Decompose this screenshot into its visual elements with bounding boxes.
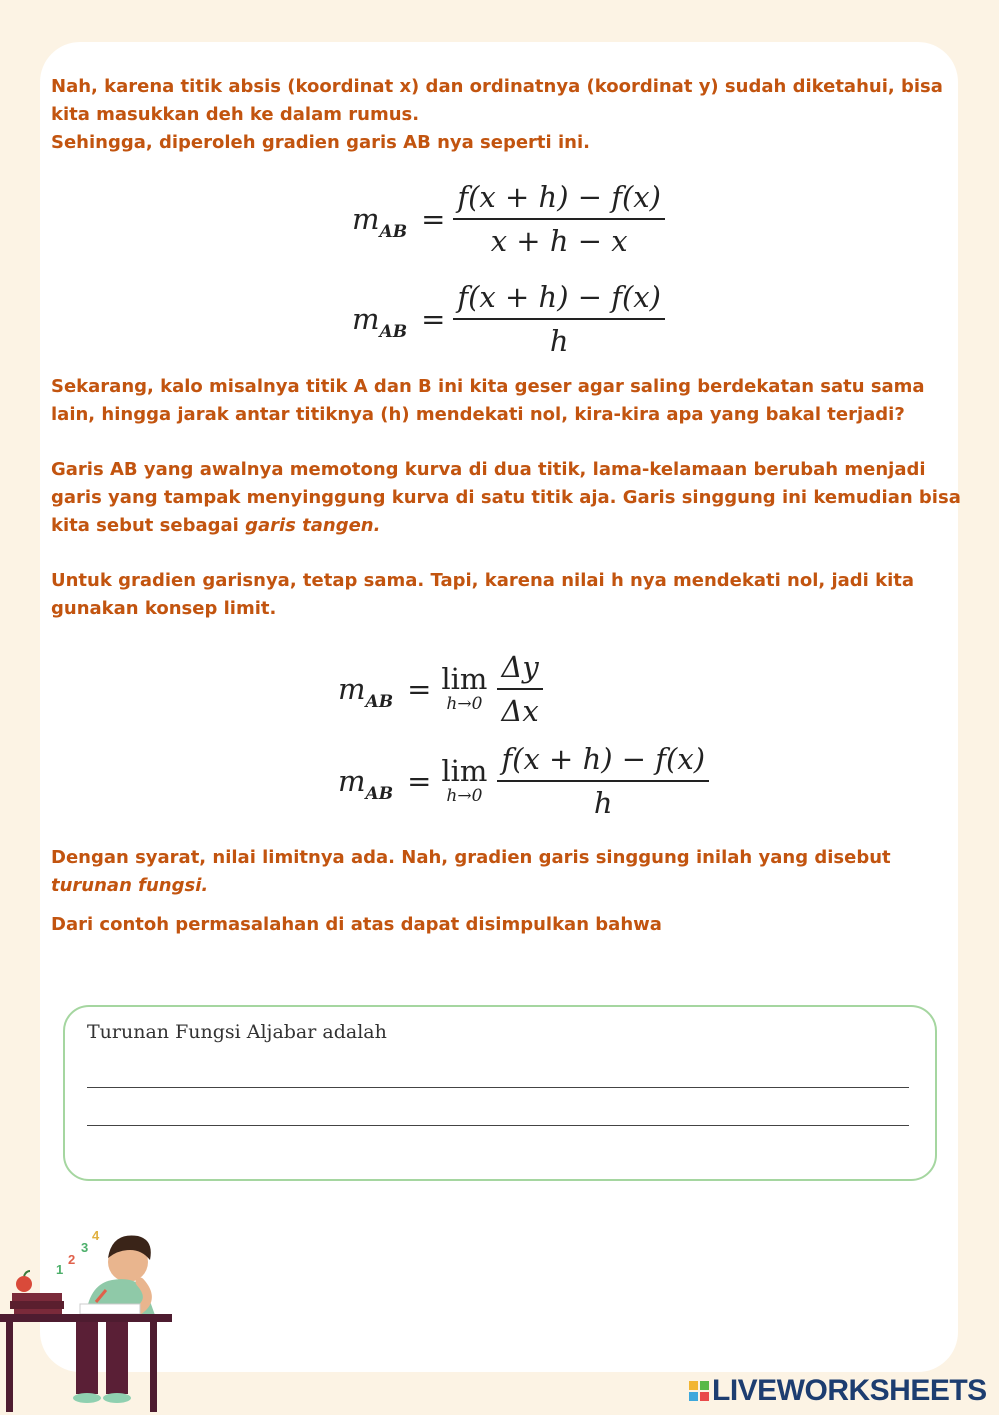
formula-gradient-2: $m_{AB}$ = $\frac{f(x + h) - f(x)}{h}$ — [352, 280, 663, 358]
paragraph-intro: Nah, karena titik absis (koordinat x) dan ordinatnya (koordinat y) sudah diketahui, bisa kita masukkan deh ke dalam rumus. — [51, 76, 943, 125]
desk — [0, 1314, 172, 1322]
answer-line-2[interactable] — [87, 1123, 909, 1126]
books-icon — [12, 1293, 62, 1301]
paragraph-limit-concept: Untuk gradien garisnya, tetap sama. Tapi, karena nilai h nya mendekati nol, jadi kita gunakan konsep limit. — [51, 570, 914, 619]
answer-box — [63, 1005, 937, 1181]
paragraph-conclusion: Dari contoh permasalahan di atas dapat disimpulkan bahwa — [51, 914, 662, 935]
logo-text: LIVEWORKSHEETS — [712, 1374, 987, 1407]
paragraph-derivative: Dengan syarat, nilai limitnya ada. Nah, gradien garis singgung inilah yang disebut turunan fungsi. — [51, 847, 891, 896]
student-illustration — [0, 1222, 175, 1412]
doodle-number-3: 3 — [81, 1240, 89, 1255]
paragraph-shift-points: Sekarang, kalo misalnya titik A dan B ini kita geser agar saling berdekatan satu sama lain, hingga jarak antar titiknya (h) mendekati nol, kira-kira apa yang bakal terjadi? — [51, 376, 925, 425]
answer-label: Turunan Fungsi Aljabar adalah — [87, 1021, 387, 1043]
doodle-number-1: 1 — [56, 1262, 64, 1277]
formula-limit-2: $m_{AB}$ = lim h→0 $\frac{f(x + h) - f(x)}{h}$ — [338, 742, 707, 820]
liveworksheets-logo[interactable] — [689, 1373, 987, 1409]
paragraph-gradient-intro: Sehingga, diperoleh gradien garis AB nya seperti ini. — [51, 132, 590, 153]
paragraph-tangent: Garis AB yang awalnya memotong kurva di dua titik, lama-kelamaan berubah menjadi garis yang tampak menyinggung kurva di satu titik aja. Garis singgung ini kemudian bisa kita sebut sebagai garis tangen. — [51, 459, 961, 536]
formula-gradient-1: $m_{AB}$ = $\frac{f(x + h) - f(x)}{x + h - x}$ — [352, 180, 663, 258]
answer-line-1[interactable] — [87, 1085, 909, 1088]
formula-limit-1: $m_{AB}$ = lim h→0 $\frac{\Delta y}{\Delta x}$ — [338, 650, 541, 728]
apple-icon — [16, 1276, 32, 1292]
doodle-number-2: 2 — [68, 1252, 76, 1267]
liveworksheets-mark-icon — [689, 1381, 709, 1401]
doodle-number-4: 4 — [92, 1228, 100, 1243]
